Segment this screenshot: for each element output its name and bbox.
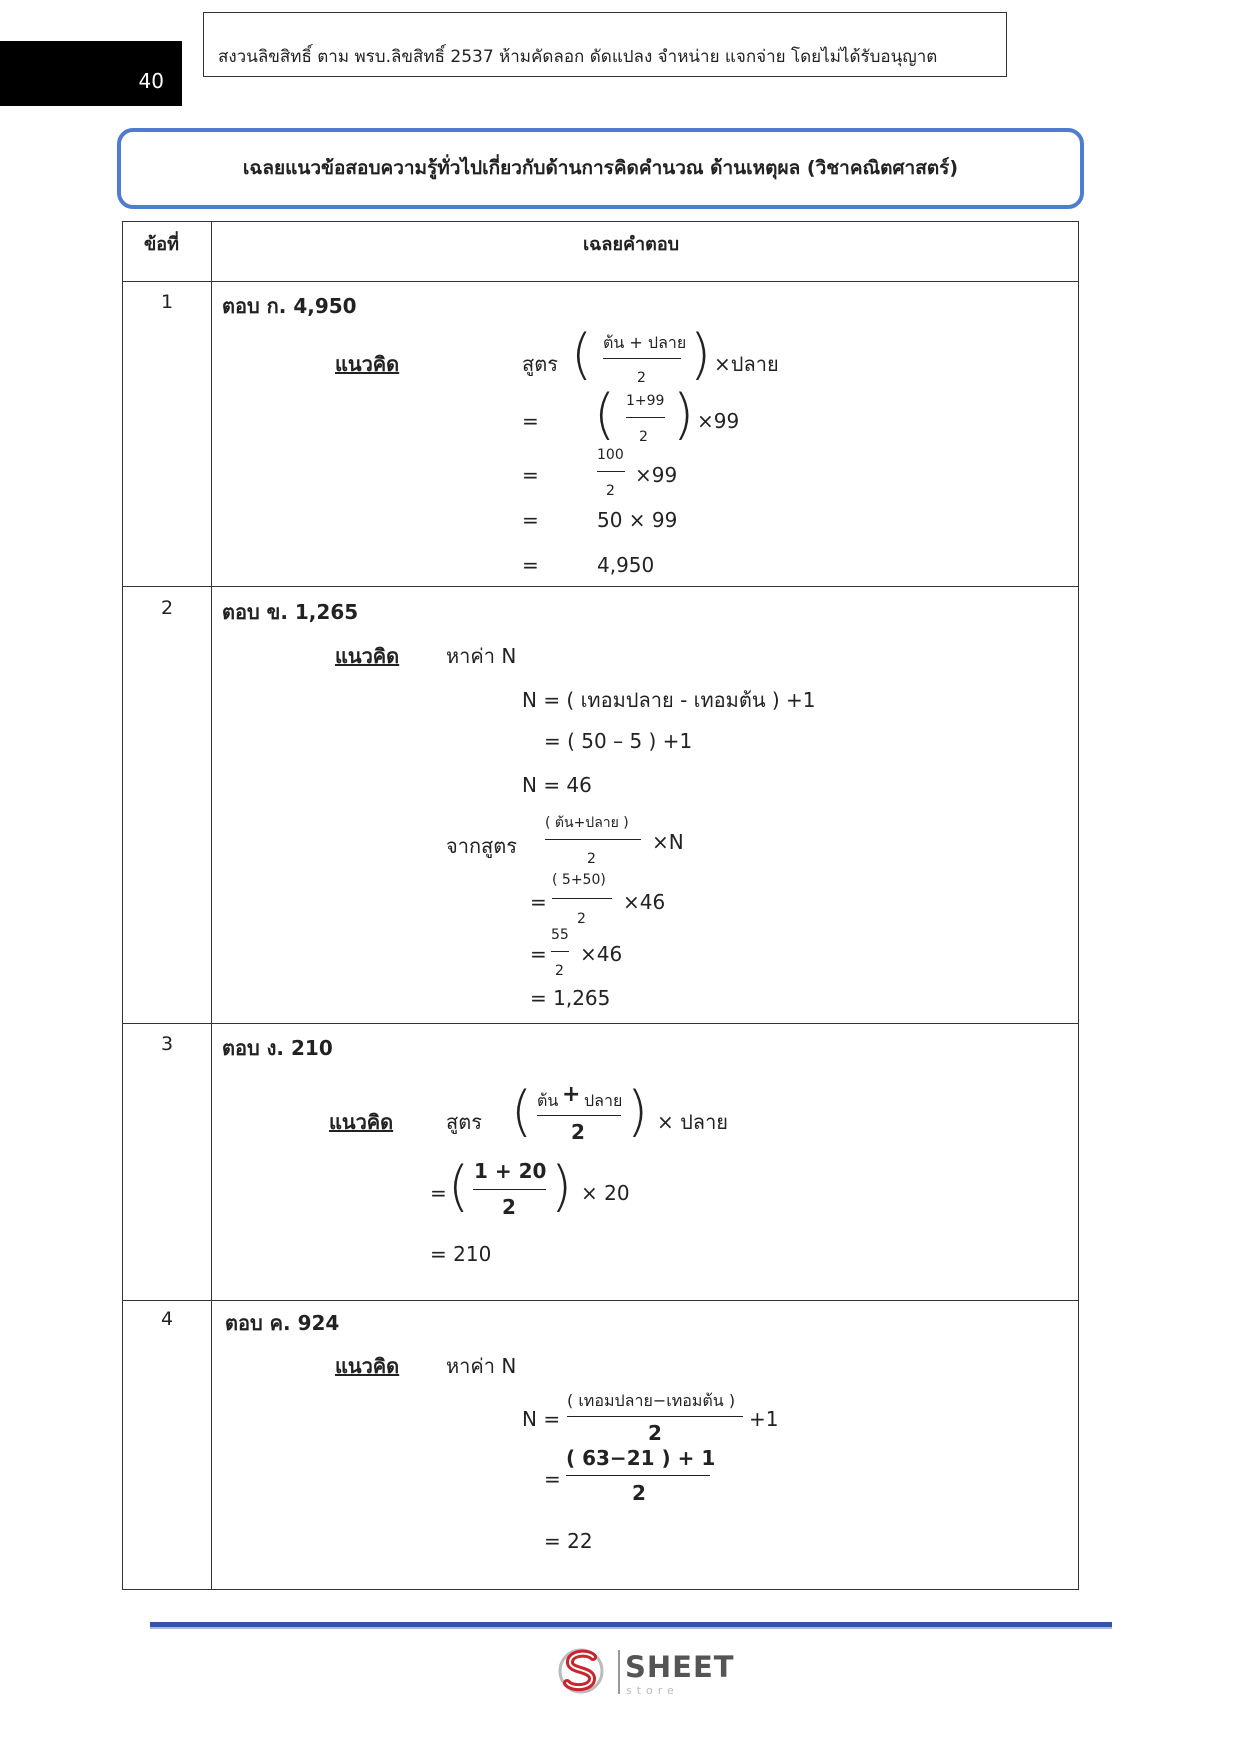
- fraction-bar: [603, 358, 681, 359]
- equals-sign: =: [544, 1467, 561, 1491]
- fraction-denominator: 2: [502, 1195, 516, 1219]
- fraction-numerator: 55: [551, 927, 569, 943]
- footer-divider: [150, 1622, 1112, 1629]
- fraction-bar: [473, 1189, 546, 1190]
- calculation-result: 4,950: [597, 553, 655, 577]
- multiplier: ×46: [623, 890, 666, 914]
- plus-one: +1: [749, 1407, 779, 1431]
- copyright-notice: สงวนลิขสิทธิ์ ตาม พรบ.ลิขสิทธิ์ 2537 ห้ามคัดลอก ดัดแปลง จำหน่าย แจกจ่าย โดยไม่ได้รับอนุญาต: [203, 12, 1007, 77]
- left-paren: (: [571, 323, 593, 386]
- calculation-result: = 1,265: [530, 986, 611, 1010]
- equals-sign: =: [522, 508, 539, 532]
- fraction-bar: [545, 839, 641, 840]
- fraction-bar: [567, 1416, 743, 1417]
- n-formula: N = ( เทอมปลาย - เทอมต้น ) +1: [522, 688, 816, 712]
- equals-sign: =: [530, 942, 547, 966]
- right-paren: ): [551, 1155, 573, 1218]
- multiplier: × 20: [581, 1181, 630, 1205]
- left-paren: (: [594, 383, 616, 446]
- table-row-divider: [122, 1023, 1079, 1024]
- plus-sign: +: [562, 1082, 581, 1107]
- fraction-numerator: ( 5+50): [552, 872, 606, 888]
- formula-label: สูตร: [522, 352, 558, 376]
- fraction-numerator: ( 63−21 ) + 1: [566, 1446, 716, 1470]
- fraction-numerator: 1+99: [626, 393, 665, 409]
- multiplier: ×99: [697, 409, 740, 433]
- fraction-denominator: 2: [577, 911, 586, 927]
- multiplier: ×N: [652, 830, 684, 854]
- fraction-denominator: 2: [571, 1120, 585, 1144]
- fraction-denominator: 2: [648, 1421, 662, 1445]
- fraction-bar: [537, 1115, 621, 1116]
- logo-separator: [618, 1650, 620, 1694]
- fraction-numerator: ( เทอมปลาย−เทอมต้น ): [567, 1391, 736, 1410]
- fraction-denominator: 2: [637, 370, 646, 386]
- table-header-divider: [122, 281, 1079, 282]
- question-number: 3: [160, 1033, 174, 1055]
- n-lhs: N =: [522, 1407, 561, 1431]
- fraction-numerator: ต้น: [537, 1091, 559, 1110]
- fraction-denominator: 2: [587, 851, 596, 867]
- fraction-denominator: 2: [632, 1481, 646, 1505]
- approach-label: แนวคิด: [329, 1110, 394, 1134]
- answer-text: ตอบ ค. 924: [225, 1311, 340, 1335]
- fraction-numerator: ( ต้น+ปลาย ): [545, 815, 629, 831]
- fraction-denominator: 2: [606, 483, 615, 499]
- sheet-store-logo-icon: [557, 1645, 609, 1695]
- fraction-bar: [566, 1475, 710, 1476]
- fraction-bar: [551, 951, 569, 952]
- column-header-number: ข้อที่: [144, 234, 179, 255]
- equals-sign: =: [430, 1181, 447, 1205]
- logo-subtitle: store: [626, 1684, 679, 1697]
- answer-text: ตอบ ก. 4,950: [222, 294, 357, 318]
- fraction-numerator: 100: [597, 447, 624, 463]
- fraction-bar: [597, 471, 625, 472]
- question-number: 2: [160, 597, 174, 619]
- equals-sign: =: [522, 553, 539, 577]
- right-paren: ): [690, 323, 712, 386]
- answer-text: ตอบ ง. 210: [222, 1036, 333, 1060]
- table-row-divider: [122, 586, 1079, 587]
- fraction-denominator: 2: [555, 963, 564, 979]
- multiplier: ×99: [635, 463, 678, 487]
- n-substitution: = ( 50 – 5 ) +1: [544, 729, 693, 753]
- approach-label: แนวคิด: [335, 1354, 400, 1378]
- left-paren: (: [448, 1155, 470, 1218]
- multiplier: ×ปลาย: [714, 352, 779, 376]
- question-number: 4: [160, 1308, 174, 1330]
- instruction-text: หาค่า N: [446, 644, 517, 668]
- equals-sign: =: [522, 463, 539, 487]
- right-paren: ): [673, 383, 695, 446]
- logo-wordmark: SHEET: [625, 1650, 735, 1684]
- fraction-numerator: 1 + 20: [474, 1159, 547, 1183]
- left-paren: (: [511, 1080, 533, 1143]
- equals-sign: =: [530, 890, 547, 914]
- table-row-divider: [122, 1300, 1079, 1301]
- column-header-answer: เฉลยคำตอบ: [583, 234, 680, 255]
- calculation-step: 50 × 99: [597, 508, 678, 532]
- instruction-text: หาค่า N: [446, 1354, 517, 1378]
- fraction-numerator: ต้น + ปลาย: [603, 333, 687, 352]
- calculation-result: = 210: [430, 1242, 492, 1266]
- n-value: N = 46: [522, 773, 592, 797]
- table-column-divider: [211, 221, 212, 1590]
- fraction-bar: [552, 898, 612, 899]
- approach-label: แนวคิด: [335, 352, 400, 376]
- fraction-denominator: 2: [639, 429, 648, 445]
- fraction-bar: [626, 417, 665, 418]
- question-number: 1: [160, 291, 174, 313]
- multiplier: ×46: [580, 942, 623, 966]
- calculation-result: = 22: [544, 1529, 593, 1553]
- from-formula-label: จากสูตร: [446, 834, 517, 858]
- equals-sign: =: [522, 409, 539, 433]
- right-paren: ): [627, 1080, 649, 1143]
- fraction-numerator: ปลาย: [584, 1091, 623, 1110]
- multiplier: × ปลาย: [657, 1110, 729, 1134]
- page-number: 40: [0, 41, 182, 106]
- page-title: เฉลยแนวข้อสอบความรู้ทั่วไปเกี่ยวกับด้านการคิดคำนวณ ด้านเหตุผล (วิชาคณิตศาสตร์): [117, 128, 1084, 209]
- answer-text: ตอบ ข. 1,265: [222, 600, 359, 624]
- approach-label: แนวคิด: [335, 644, 400, 668]
- formula-label: สูตร: [446, 1110, 482, 1134]
